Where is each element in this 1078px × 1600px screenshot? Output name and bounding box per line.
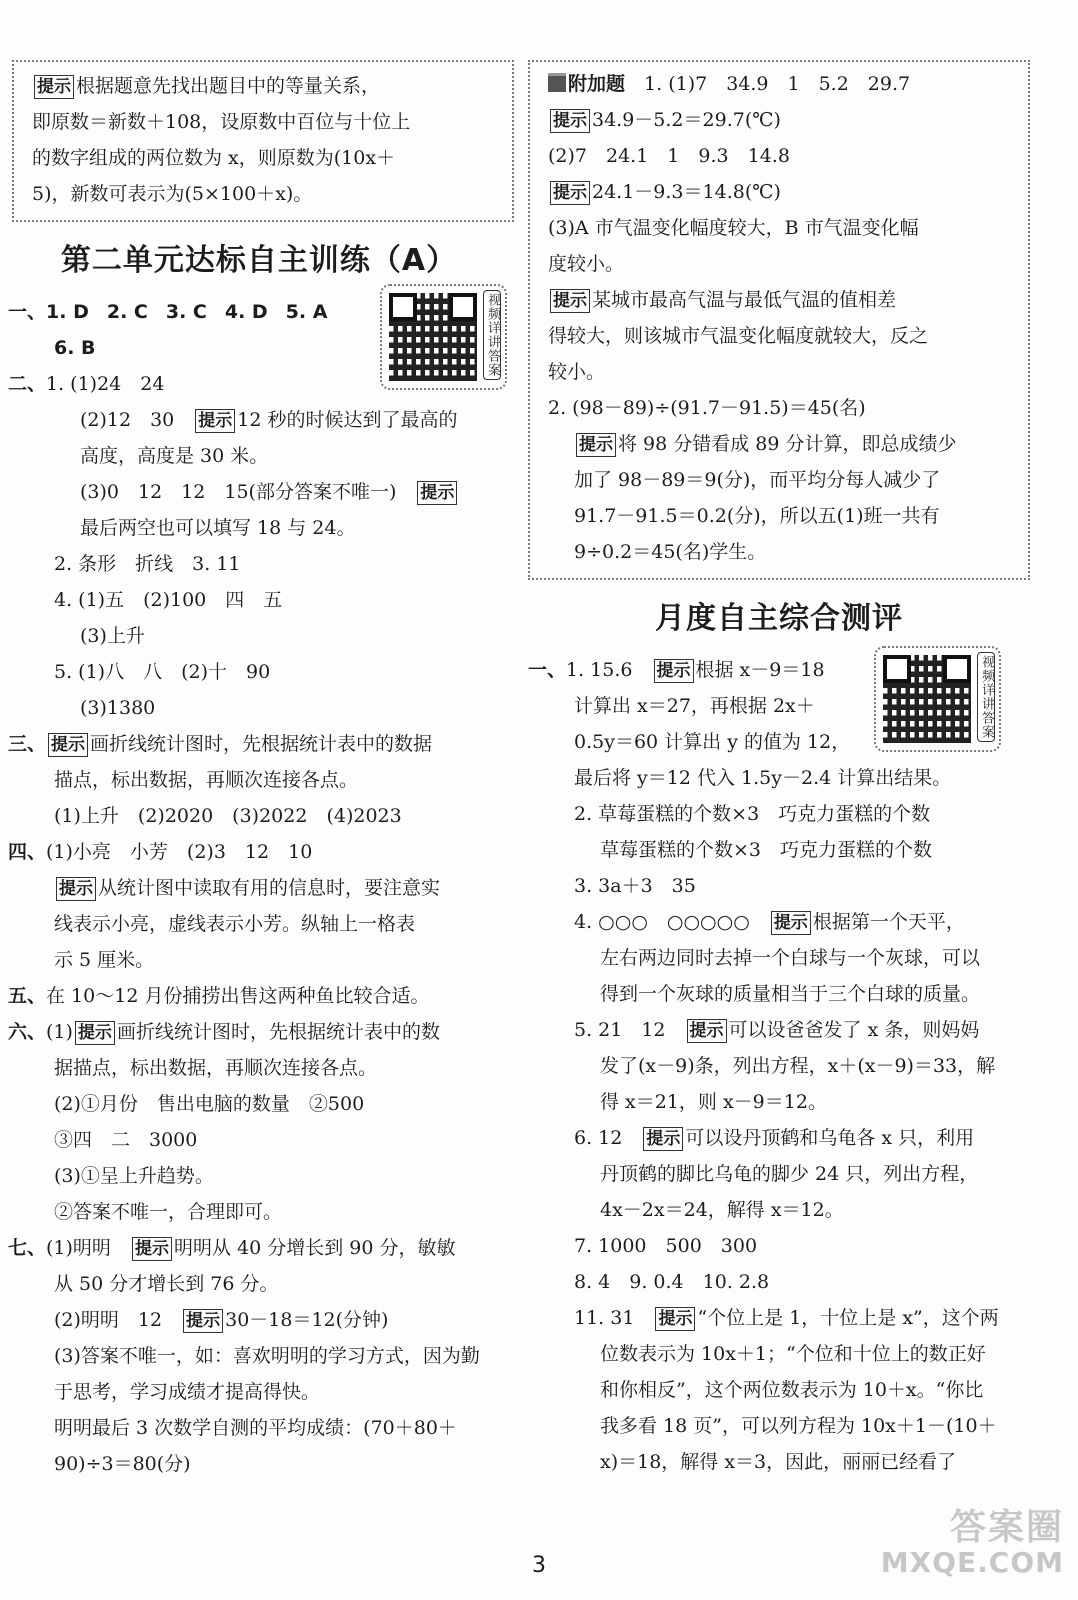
page-number: 3 — [532, 1553, 546, 1578]
left-column — [8, 60, 510, 1482]
addon-label: 附加题 — [568, 73, 626, 95]
qr-code-image — [386, 290, 480, 384]
section-heading-monthly: 月度自主综合测评 — [655, 601, 903, 636]
right-column: 附加题 1. (1)7 34.9 1 5.2 29.7 提示 34.9－5.2＝29.7(℃) (2)7 24.1 1 9.3 14.8 提示 24.1－9.3＝14.8(℃) (3)A 市气温变化幅度较大，B 市气温变化幅 度较小。 提示 某城市最高气温与最低气温的值相差 得较大，则该城市气温变化幅度就较大，反之 较小。 2. (98－89)÷(91.7－91.5)＝45(名) 提示 将 98 分错看成 89 分计算，即总成绩少 加了 98－89＝9(分)，而平均分每人减少了 91.7－91.5＝0.2(分)，所以五(1)班一共有 9÷0.2＝45(名)学生。 月度自主综合测评 一、1. 15.6 提示 根据 x－9＝18 计算出 x＝27，再根据 2x＋ 0.5y＝60 计算出 y 的值为 12， 最后将 y＝12 代入 1.5y－2.4 计算出结果。 视频详讲答案 2. 草莓蛋糕的个数×3 巧克力蛋糕的个数 草莓蛋糕的个数×3 巧克力蛋糕的个数 3. 3a＋3 35 4. ○○○ ○○○○○ 提示 根据第一个天平， 左右两边同时去掉一个白球与一个灰球，可以 得到一个灰球的质量相当于三个白球的质量。 5. 21 12 提示 可以设爸爸发了 x 条，则妈妈 发了(x－9)条，列出方程，x＋(x－9)＝33，解 得 x＝21，则 x－9＝12。 6. 12 提示 可以设丹顶鹤和乌龟各 x 只，利用 丹顶鹤的脚比乌龟的脚少 24 只，列出方程， 4x－2x＝24，解得 x＝12。 7. 1000 500 300 8. 4 9. 0.4 10. 2.8 11. 31 提示 “个位上是 1，十位上是 x”，这个两 位数表示为 10x＋1；“个位和十位上的数正好 和你相反”，这个两位数表示为 10＋x。“你比 我多看 18 页”，可以列方程为 10x＋1－(10＋ x)＝18，解得 x＝3，因此，丽丽已经看了 — [528, 60, 1030, 1480]
hint-tag: 提示 — [34, 75, 74, 99]
section-heading: 第二单元达标自主训练（A） — [60, 243, 458, 278]
section-seven: 七、(1)明明 提示 明明从 40 分增长到 90 分，敏敏 从 50 分才增长到 76 分。 (2)明明 12 提示 30－18＝12(分钟) (3)答案不唯一，如：喜欢明明的学习方式，因为勤 于思考，学习成绩才提高得快。 明明最后 3 次数学自测的平均成绩：(70＋80＋ 90)÷3＝80(分) — [8, 1237, 480, 1475]
section-five: 五、在 10～12 月份捕捞出售这两种鱼比较合适。 — [8, 985, 430, 1007]
section-two: 二、1. (1)24 24 (2)12 30 提示 12 秒的时候达到了最高的 高度，高度是 30 米。 (3)0 12 12 15(部分答案不唯一) 提示 最后两空也可以填写 18 与 24。 2. 条形 折线 3. 11 4. (1)五 (2)100 四 五 (3)上升 5. (1)八 八 (2)十 90 (3)1380 — [8, 373, 458, 719]
hint-box: 提示 根据题意先找出题目中的等量关系， 即原数＝新数＋108，设原数中百位与十位上 的数字组成的两位数为 x，则原数为(10x＋ 5)，新数可表示为(5×100＋x)。 — [12, 60, 514, 222]
qr-code[interactable] — [874, 646, 1001, 752]
watermark-logo: 答案圈 MXQE.COM — [880, 1507, 1064, 1579]
qr-code[interactable] — [380, 284, 507, 390]
qr-label: 视频详讲答案 — [483, 290, 501, 380]
section-four: 四、(1)小亮 小芳 (2)3 12 10 提示 从统计图中读取有用的信息时，要注意实 线表示小亮，虚线表示小芳。纵轴上一格表 示 5 厘米。 — [8, 841, 441, 971]
qr-code-image — [880, 652, 974, 746]
addon-icon — [548, 73, 566, 92]
section-three: 三、 提示 画折线统计图时，先根据统计表中的数据 描点，标出数据，再顺次连接各点。 (1)上升 (2)2020 (3)2022 (4)2023 — [8, 733, 433, 827]
section-one: 一、1. D 2. C 3. C 4. D 5. A 6. B 视频详讲答案 — [8, 294, 510, 366]
monthly-section-one: 一、1. 15.6 提示 根据 x－9＝18 计算出 x＝27，再根据 2x＋ 0.5y＝60 计算出 y 的值为 12， 最后将 y＝12 代入 1.5y－2.4 计算出结果。 视频详讲答案 — [528, 652, 1030, 796]
qr-label: 视频详讲答案 — [977, 652, 995, 742]
addon-box: 附加题 1. (1)7 34.9 1 5.2 29.7 提示 34.9－5.2＝29.7(℃) (2)7 24.1 1 9.3 14.8 提示 24.1－9.3＝14.8(℃) (3)A 市气温变化幅度较大，B 市气温变化幅 度较小。 提示 某城市最高气温与最低气温的值相差 得较大，则该城市气温变化幅度就较大，反之 较小。 2. (98－89)÷(91.7－91.5)＝45(名) 提示 将 98 分错看成 89 分计算，即总成绩少 加了 98－89＝9(分)，而平均分每人减少了 91.7－91.5＝0.2(分)，所以五(1)班一共有 9÷0.2＝45(名)学生。 — [528, 60, 1030, 580]
section-six: 六、(1) 提示 画折线统计图时，先根据统计表中的数 据描点，标出数据，再顺次连接各点。 (2)①月份 售出电脑的数量 ②500 ③四 二 3000 (3)①呈上升趋势。 ②答案不唯一，合理即可。 — [8, 1021, 440, 1223]
